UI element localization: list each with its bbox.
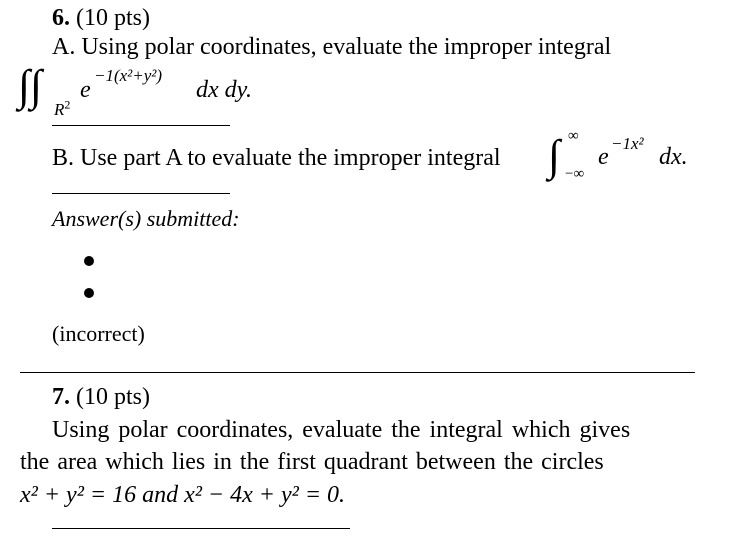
differentials: dx dy.	[196, 77, 252, 103]
problem-points: (10 pts)	[76, 5, 150, 31]
part-b-text: B. Use part A to evaluate the improper integral	[52, 145, 501, 171]
double-integral-symbol: ∫∫	[18, 61, 43, 110]
answer-blank-a[interactable]	[52, 125, 230, 126]
part-a-integral	[18, 62, 318, 118]
answers-submitted-label: Answer(s) submitted:	[52, 206, 240, 231]
part-a-text: A. Using polar coordinates, evaluate the improper integral	[52, 34, 612, 60]
problem-7-line-3: x² + y² = 16 and x² − 4x + y² = 0.	[20, 482, 346, 508]
part-b-integral	[548, 128, 748, 188]
answer-blank-b[interactable]	[52, 193, 230, 194]
integrand-base-b: e	[598, 144, 609, 170]
region-label: $R^2$	[54, 97, 71, 119]
problem-separator	[20, 372, 695, 373]
answer-blank-7[interactable]	[52, 528, 350, 529]
integrand-exponent: −1(x²+y²)	[94, 66, 163, 85]
problem-7-line-1: Using polar coordinates, evaluate the integral which gives	[52, 417, 631, 443]
problem-6-header	[52, 4, 150, 32]
answer-bullet-1	[84, 256, 94, 266]
integrand-base: e	[80, 77, 91, 103]
integral-symbol: ∫	[548, 131, 561, 180]
integrand-exponent-b: −1x²	[611, 134, 644, 153]
upper-limit: ∞	[568, 128, 579, 144]
problem-number: 6.	[52, 5, 70, 31]
problem-number: 7.	[52, 384, 70, 410]
problem-7-line-2: the area which lies in the first quadrant between the circles	[20, 449, 604, 475]
problem-7-header	[52, 383, 150, 411]
lower-limit: −∞	[565, 166, 585, 182]
answer-bullet-2	[84, 288, 94, 298]
answer-status: (incorrect)	[52, 321, 145, 346]
problem-points: (10 pts)	[76, 384, 150, 410]
differential-b: dx.	[659, 144, 688, 170]
